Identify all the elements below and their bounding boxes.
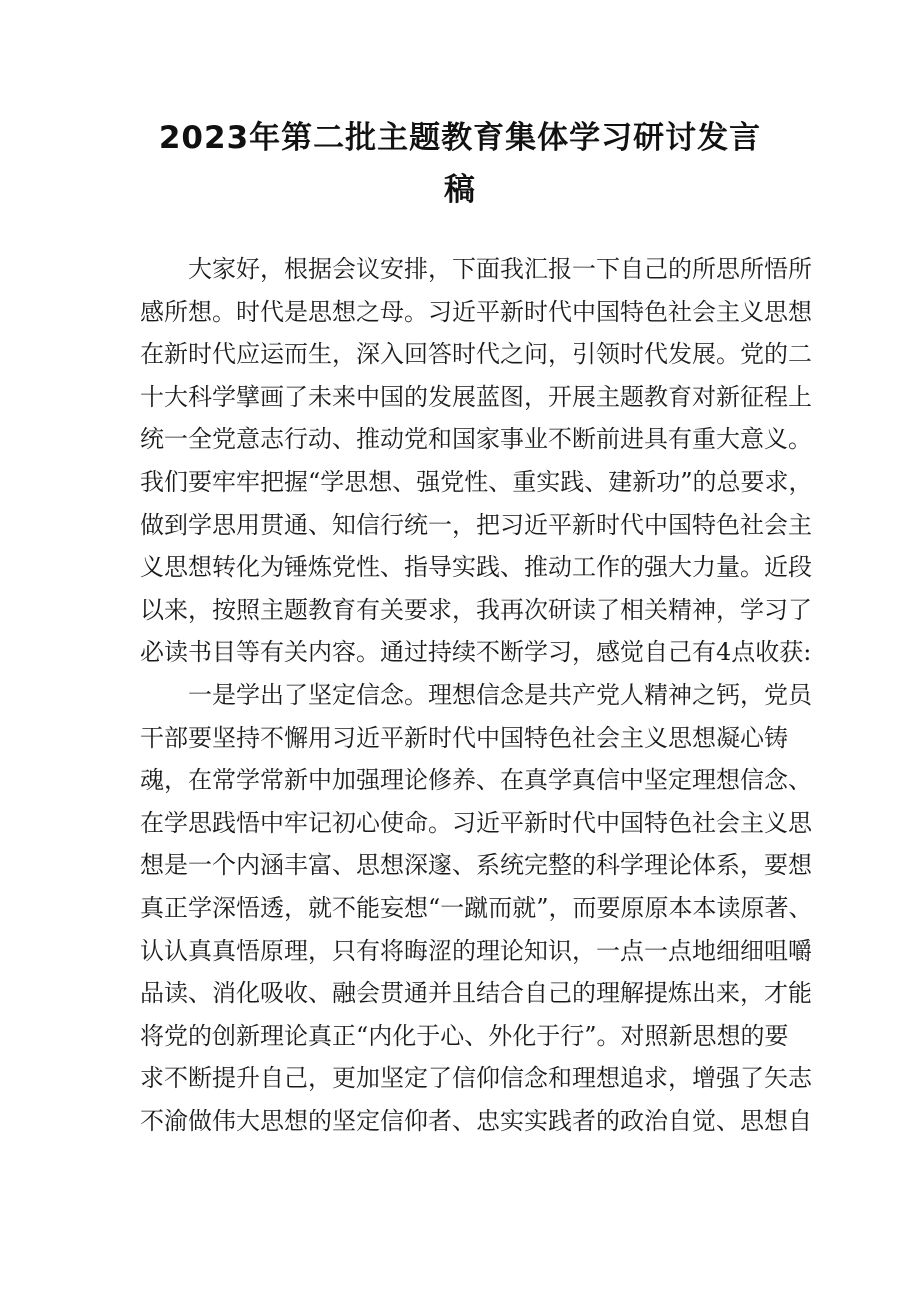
body-line: 以来，按照主题教育有关要求，我再次研读了相关精神，学习了 <box>140 595 812 624</box>
document-title-line-1: 2023年第二批主题教育集体学习研讨发言 <box>158 120 762 156</box>
body-line: 十大科学擘画了未来中国的发展蓝图，开展主题教育对新征程上 <box>140 382 812 411</box>
body-line: 将党的创新理论真正“内化于心、外化于行”。对照新思想的要 <box>140 1021 789 1050</box>
body-line: 魂，在常学常新中加强理论修养、在真学真信中坚定理想信念、 <box>140 766 812 795</box>
document-title-line-2: 稿 <box>444 172 476 208</box>
body-line: 义思想转化为锤炼党性、指导实践、推动工作的强大力量。近段 <box>140 553 812 582</box>
body-line: 认认真真悟原理，只有将晦涩的理论知识，一点一点地细细咀嚼 <box>140 936 812 965</box>
body-line: 真正学深悟透，就不能妄想“一蹴而就”，而要原原本本读原著、 <box>140 893 813 922</box>
body-line: 必读书目等有关内容。通过持续不断学习，感觉自己有4点收获: <box>140 638 812 667</box>
body-line: 品读、消化吸收、融会贯通并且结合自己的理解提炼出来，才能 <box>140 979 812 1008</box>
body-line: 在学思践悟中牢记初心使命。习近平新时代中国特色社会主义思 <box>140 808 812 837</box>
body-line: 大家好，根据会议安排，下面我汇报一下自己的所思所悟所 <box>188 255 812 283</box>
body-line: 不渝做伟大思想的坚定信仰者、忠实实践者的政治自觉、思想自 <box>140 1106 812 1135</box>
document-body <box>140 248 813 1142</box>
body-line: 一是学出了坚定信念。理想信念是共产党人精神之钙，党员 <box>188 680 812 709</box>
body-line: 感所想。时代是思想之母。习近平新时代中国特色社会主义思想 <box>140 297 812 326</box>
body-line: 想是一个内涵丰富、思想深邃、系统完整的科学理论体系，要想 <box>140 851 812 880</box>
body-line: 做到学思用贯通、知信行统一，把习近平新时代中国特色社会主 <box>140 510 812 539</box>
body-line: 统一全党意志行动、推动党和国家事业不断前进具有重大意义。 <box>140 425 812 454</box>
body-line: 求不断提升自己，更加坚定了信仰信念和理想追求，增强了矢志 <box>140 1064 812 1093</box>
body-line: 干部要坚持不懈用习近平新时代中国特色社会主义思想凝心铸 <box>140 723 788 752</box>
body-line: 在新时代应运而生，深入回答时代之问，引领时代发展。党的二 <box>140 340 812 369</box>
body-line: 我们要牢牢把握“学思想、强党性、重实践、建新功”的总要求， <box>140 467 813 496</box>
